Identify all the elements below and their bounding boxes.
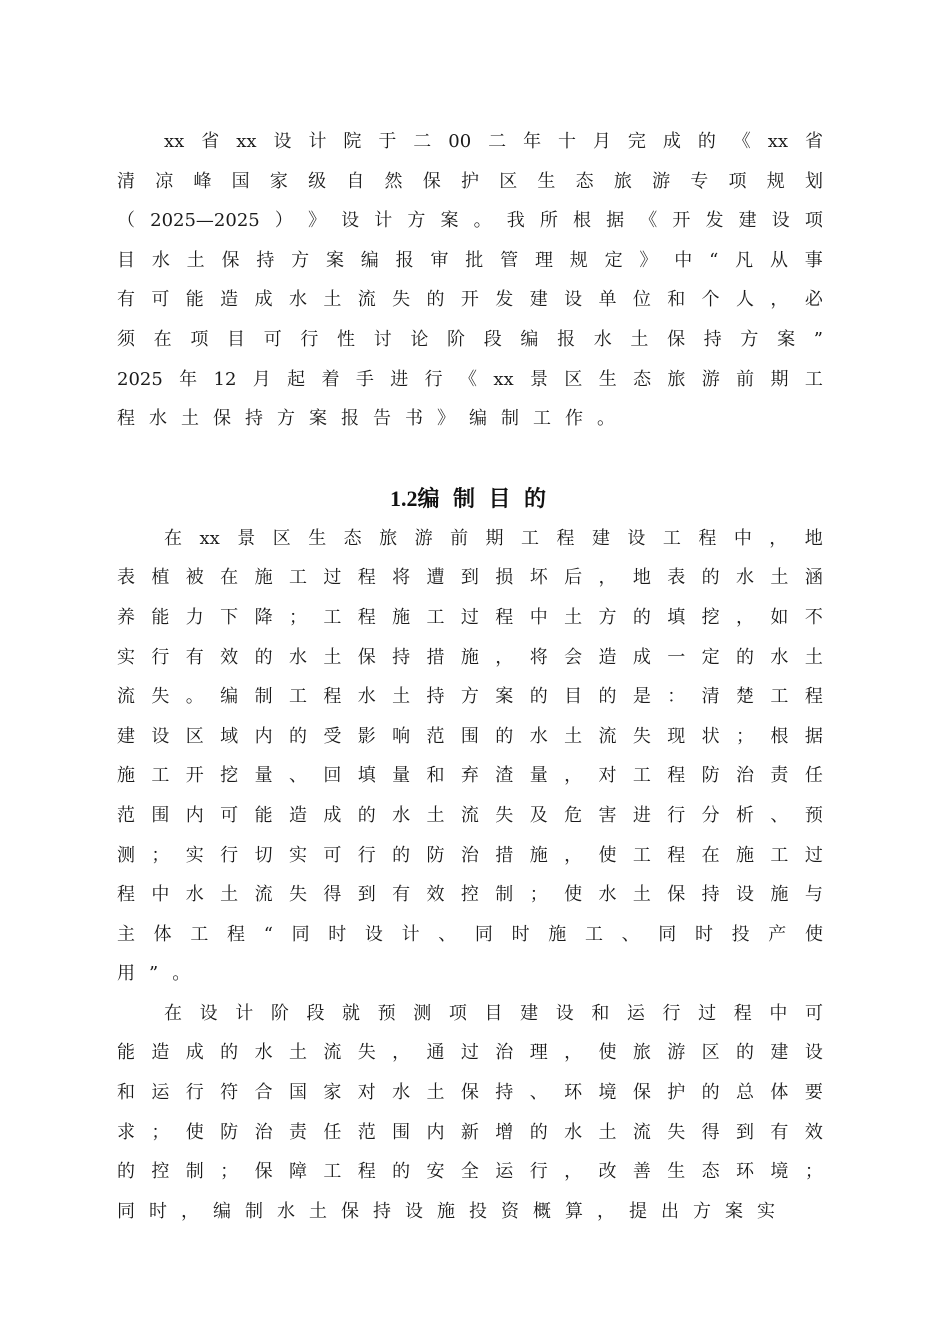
text-line: 同 时 ， 编 制 水 土 保 持 设 施 投 资 概 算 ， 提 出 方 案 实 <box>117 1200 775 1222</box>
text-line: 程 水 土 保 持 方 案 报 告 书 》 编 制 工 作 。 <box>117 408 615 430</box>
text-line: 实 行 有 效 的 水 土 保 持 措 施 ， 将 会 造 成 一 定 的 水 土 <box>117 646 823 668</box>
text-line: 流 失 。 编 制 工 程 水 土 持 方 案 的 目 的 是 ： 清 楚 工 程 <box>117 686 823 708</box>
text-line: 2025 年 12 月 起 着 手 进 行 《 xx 景 区 生 态 旅 游 前 期 工 <box>117 368 823 390</box>
text-line: 用 ” 。 <box>117 963 191 985</box>
text-line: 有 可 能 造 成 水 土 流 失 的 开 发 建 设 单 位 和 个 人 ， 必 <box>117 289 823 311</box>
text-line: 和 运 行 符 合 国 家 对 水 土 保 持 、 环 境 保 护 的 总 体 要 <box>117 1082 823 1104</box>
text-line: 须 在 项 目 可 行 性 讨 论 阶 段 编 报 水 土 保 持 方 案 ” <box>117 328 823 350</box>
text-line: 清 凉 峰 国 家 级 自 然 保 护 区 生 态 旅 游 专 项 规 划 <box>117 170 823 192</box>
section-title: 编 制 目 的 <box>417 485 550 511</box>
paragraph-design-stage <box>117 994 823 1232</box>
text-line: 测 ； 实 行 切 实 可 行 的 防 治 措 施 ， 使 工 程 在 施 工 过 <box>117 844 823 866</box>
text-line: 建 设 区 域 内 的 受 影 响 范 围 的 水 土 流 失 现 状 ； 根 据 <box>117 725 823 747</box>
section-spacer <box>117 439 823 479</box>
text-line: 能 造 成 的 水 土 流 失 ， 通 过 治 理 ， 使 旅 游 区 的 建 设 <box>117 1042 823 1064</box>
paragraph-background <box>117 122 823 439</box>
text-line: xx 省 xx 设 计 院 于 二 00 二 年 十 月 完 成 的 《 xx 省 <box>164 131 823 152</box>
text-line: 在 设 计 阶 段 就 预 测 项 目 建 设 和 运 行 过 程 中 可 <box>164 1002 823 1024</box>
section-heading <box>117 479 823 519</box>
text-line: 程 中 水 土 流 失 得 到 有 效 控 制 ； 使 水 土 保 持 设 施 与 <box>117 884 823 906</box>
text-line: 施 工 开 挖 量 、 回 填 量 和 弃 渣 量 ， 对 工 程 防 治 责 任 <box>117 765 823 787</box>
text-line: 在 xx 景 区 生 态 旅 游 前 期 工 程 建 设 工 程 中 ， 地 <box>164 527 823 549</box>
text-line: 主 体 工 程 “ 同 时 设 计 、 同 时 施 工 、 同 时 投 产 使 <box>117 923 823 945</box>
text-line: 目 水 土 保 持 方 案 编 报 审 批 管 理 规 定 》 中 “ 凡 从 事 <box>117 249 823 271</box>
section-number: 1.2 <box>389 485 418 511</box>
text-line: 养 能 力 下 降 ； 工 程 施 工 过 程 中 土 方 的 填 挖 ， 如 不 <box>117 606 823 628</box>
paragraph-purpose <box>117 519 823 994</box>
text-line: 求 ； 使 防 治 责 任 范 围 内 新 增 的 水 土 流 失 得 到 有 效 <box>117 1121 823 1143</box>
document-body <box>117 122 823 1231</box>
text-line: （ 2025—2025 ） 》 设 计 方 案 。 我 所 根 据 《 开 发 建 设 项 <box>117 210 823 232</box>
text-line: 的 控 制 ； 保 障 工 程 的 安 全 运 行 ， 改 善 生 态 环 境 ； <box>117 1161 823 1183</box>
text-line: 表 植 被 在 施 工 过 程 将 遭 到 损 坏 后 ， 地 表 的 水 土 涵 <box>117 567 823 589</box>
text-line: 范 围 内 可 能 造 成 的 水 土 流 失 及 危 害 进 行 分 析 、 预 <box>117 804 823 826</box>
